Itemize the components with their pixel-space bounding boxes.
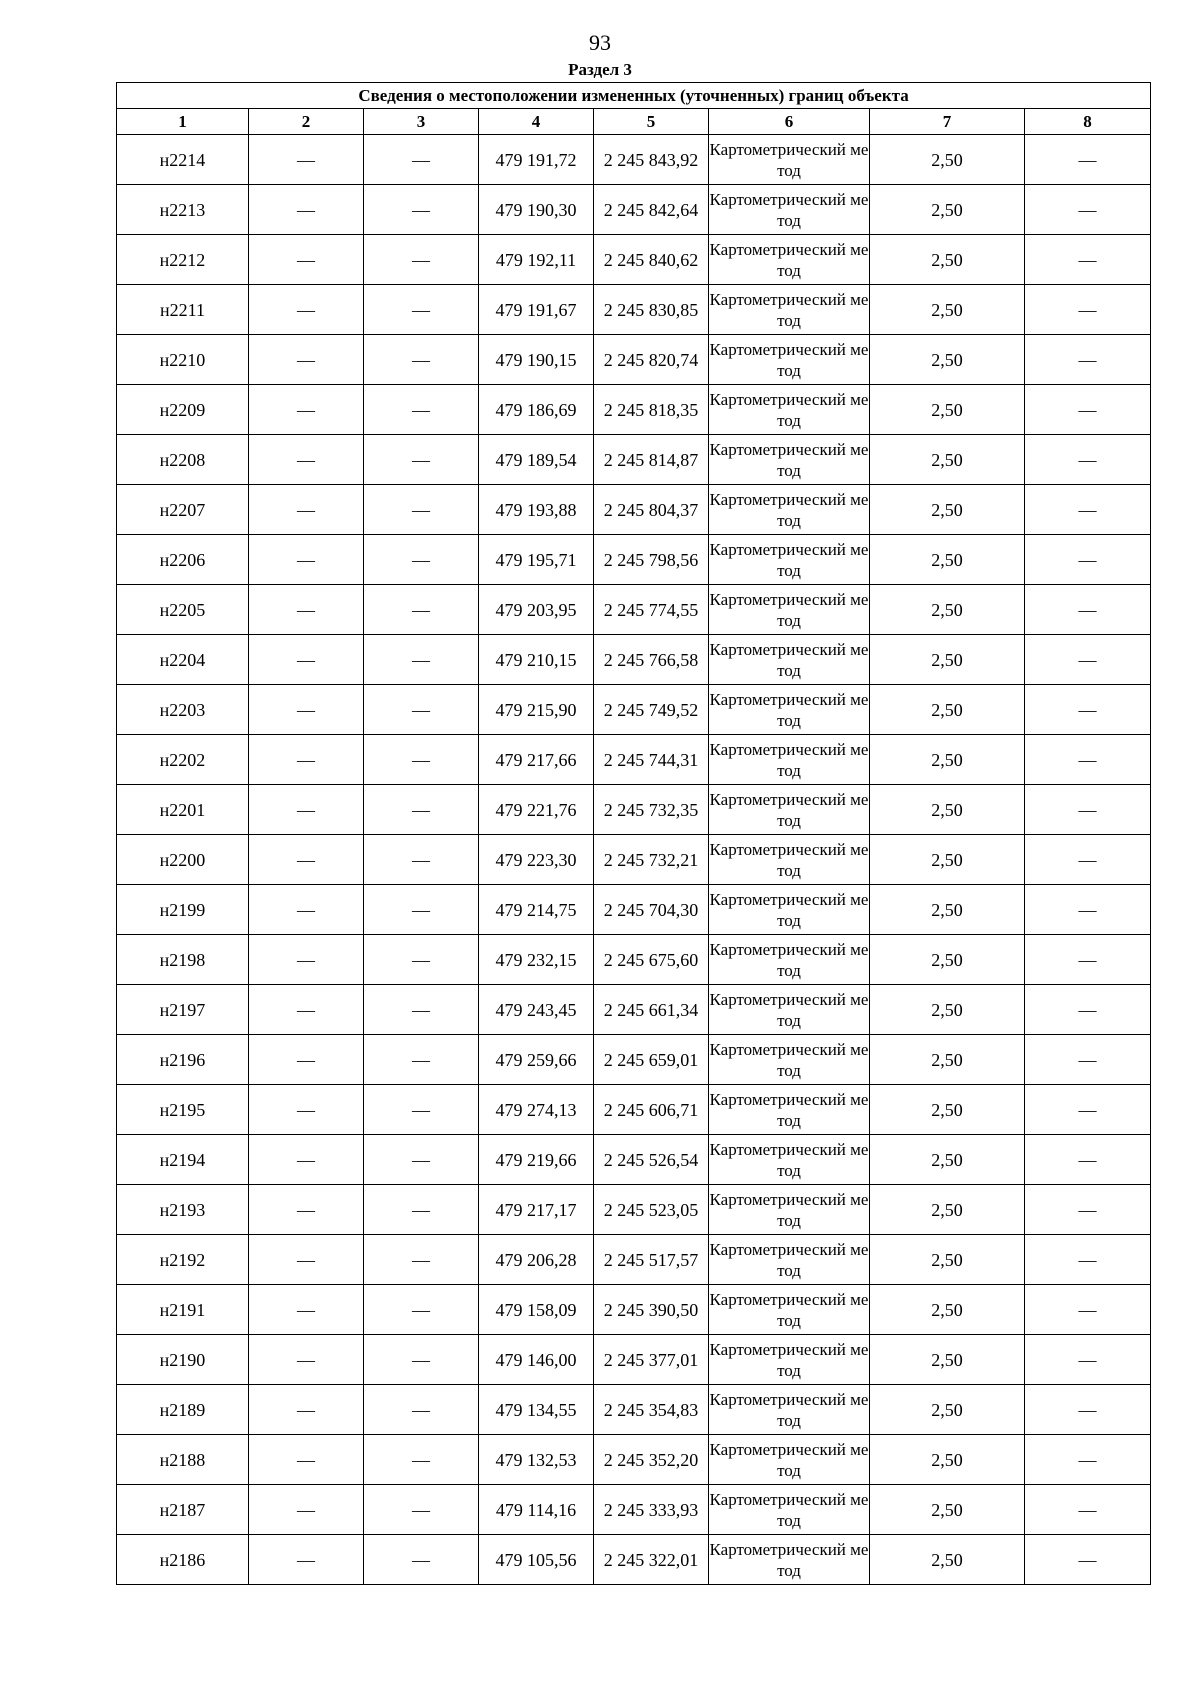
x-coordinate-cell: 479 189,54	[479, 435, 594, 485]
empty-value-cell: —	[1025, 185, 1151, 235]
point-name-cell: н2213	[117, 185, 249, 235]
empty-value-cell: —	[1025, 235, 1151, 285]
table-row	[117, 1235, 1151, 1285]
table-caption: Сведения о местоположении измененных (уточненных) границ объекта	[117, 83, 1151, 109]
empty-value-cell: —	[364, 285, 479, 335]
x-coordinate-cell: 479 191,72	[479, 135, 594, 185]
accuracy-cell: 2,50	[870, 335, 1025, 385]
y-coordinate-cell: 2 245 744,31	[594, 735, 709, 785]
x-coordinate-cell: 479 223,30	[479, 835, 594, 885]
column-number: 1	[117, 109, 249, 135]
empty-value-cell: —	[249, 135, 364, 185]
empty-value-cell: —	[1025, 935, 1151, 985]
x-coordinate-cell: 479 232,15	[479, 935, 594, 985]
point-name-cell: н2212	[117, 235, 249, 285]
empty-value-cell: —	[1025, 1035, 1151, 1085]
section-title: Раздел 3	[568, 60, 632, 79]
empty-value-cell: —	[249, 585, 364, 635]
empty-value-cell: —	[1025, 1185, 1151, 1235]
table-row	[117, 885, 1151, 935]
method-cell: Картометрический метод	[709, 1385, 870, 1435]
table-row	[117, 335, 1151, 385]
accuracy-cell: 2,50	[870, 785, 1025, 835]
empty-value-cell: —	[249, 435, 364, 485]
table-row	[117, 235, 1151, 285]
method-cell: Картометрический метод	[709, 135, 870, 185]
empty-value-cell: —	[1025, 885, 1151, 935]
y-coordinate-cell: 2 245 704,30	[594, 885, 709, 935]
method-cell: Картометрический метод	[709, 735, 870, 785]
y-coordinate-cell: 2 245 675,60	[594, 935, 709, 985]
x-coordinate-cell: 479 195,71	[479, 535, 594, 585]
x-coordinate-cell: 479 190,15	[479, 335, 594, 385]
method-cell: Картометрический метод	[709, 1035, 870, 1085]
column-number: 7	[870, 109, 1025, 135]
table-row	[117, 985, 1151, 1035]
point-name-cell: н2189	[117, 1385, 249, 1435]
y-coordinate-cell: 2 245 798,56	[594, 535, 709, 585]
empty-value-cell: —	[1025, 985, 1151, 1035]
point-name-cell: н2192	[117, 1235, 249, 1285]
method-cell: Картометрический метод	[709, 235, 870, 285]
point-name-cell: н2191	[117, 1285, 249, 1335]
empty-value-cell: —	[1025, 1135, 1151, 1185]
point-name-cell: н2208	[117, 435, 249, 485]
method-cell: Картометрический метод	[709, 585, 870, 635]
point-name-cell: н2186	[117, 1535, 249, 1585]
table-row	[117, 1385, 1151, 1435]
y-coordinate-cell: 2 245 749,52	[594, 685, 709, 735]
table-row	[117, 1485, 1151, 1535]
method-cell: Картометрический метод	[709, 1185, 870, 1235]
accuracy-cell: 2,50	[870, 885, 1025, 935]
table-row	[117, 735, 1151, 785]
table-row	[117, 1335, 1151, 1385]
empty-value-cell: —	[364, 1085, 479, 1135]
column-number: 6	[709, 109, 870, 135]
point-name-cell: н2196	[117, 1035, 249, 1085]
empty-value-cell: —	[1025, 485, 1151, 535]
empty-value-cell: —	[364, 885, 479, 935]
y-coordinate-cell: 2 245 830,85	[594, 285, 709, 335]
y-coordinate-cell: 2 245 814,87	[594, 435, 709, 485]
empty-value-cell: —	[364, 685, 479, 735]
y-coordinate-cell: 2 245 766,58	[594, 635, 709, 685]
accuracy-cell: 2,50	[870, 1085, 1025, 1135]
empty-value-cell: —	[1025, 735, 1151, 785]
table-row	[117, 1135, 1151, 1185]
point-name-cell: н2193	[117, 1185, 249, 1235]
method-cell: Картометрический метод	[709, 1235, 870, 1285]
method-cell: Картометрический метод	[709, 835, 870, 885]
empty-value-cell: —	[249, 885, 364, 935]
x-coordinate-cell: 479 193,88	[479, 485, 594, 535]
x-coordinate-cell: 479 214,75	[479, 885, 594, 935]
accuracy-cell: 2,50	[870, 1035, 1025, 1085]
method-cell: Картометрический метод	[709, 685, 870, 735]
y-coordinate-cell: 2 245 843,92	[594, 135, 709, 185]
x-coordinate-cell: 479 221,76	[479, 785, 594, 835]
table-row	[117, 485, 1151, 535]
method-cell: Картометрический метод	[709, 1285, 870, 1335]
x-coordinate-cell: 479 132,53	[479, 1435, 594, 1485]
y-coordinate-cell: 2 245 523,05	[594, 1185, 709, 1235]
empty-value-cell: —	[249, 985, 364, 1035]
accuracy-cell: 2,50	[870, 1285, 1025, 1335]
accuracy-cell: 2,50	[870, 1185, 1025, 1235]
method-cell: Картометрический метод	[709, 1335, 870, 1385]
x-coordinate-cell: 479 217,66	[479, 735, 594, 785]
x-coordinate-cell: 479 215,90	[479, 685, 594, 735]
x-coordinate-cell: 479 105,56	[479, 1535, 594, 1585]
y-coordinate-cell: 2 245 526,54	[594, 1135, 709, 1185]
empty-value-cell: —	[364, 935, 479, 985]
empty-value-cell: —	[249, 1285, 364, 1335]
table-row	[117, 935, 1151, 985]
method-cell: Картометрический метод	[709, 1135, 870, 1185]
empty-value-cell: —	[364, 1435, 479, 1485]
table-row	[117, 135, 1151, 185]
empty-value-cell: —	[249, 285, 364, 335]
x-coordinate-cell: 479 192,11	[479, 235, 594, 285]
empty-value-cell: —	[249, 785, 364, 835]
accuracy-cell: 2,50	[870, 435, 1025, 485]
point-name-cell: н2214	[117, 135, 249, 185]
x-coordinate-cell: 479 186,69	[479, 385, 594, 435]
empty-value-cell: —	[1025, 1385, 1151, 1435]
empty-value-cell: —	[249, 385, 364, 435]
x-coordinate-cell: 479 134,55	[479, 1385, 594, 1435]
table-row	[117, 1535, 1151, 1585]
empty-value-cell: —	[249, 735, 364, 785]
point-name-cell: н2204	[117, 635, 249, 685]
accuracy-cell: 2,50	[870, 1385, 1025, 1435]
x-coordinate-cell: 479 206,28	[479, 1235, 594, 1285]
x-coordinate-cell: 479 274,13	[479, 1085, 594, 1135]
x-coordinate-cell: 479 243,45	[479, 985, 594, 1035]
column-number: 4	[479, 109, 594, 135]
x-coordinate-cell: 479 259,66	[479, 1035, 594, 1085]
empty-value-cell: —	[1025, 435, 1151, 485]
table-row	[117, 185, 1151, 235]
empty-value-cell: —	[1025, 635, 1151, 685]
point-name-cell: н2203	[117, 685, 249, 735]
empty-value-cell: —	[364, 1235, 479, 1285]
empty-value-cell: —	[249, 185, 364, 235]
empty-value-cell: —	[249, 685, 364, 735]
table-row	[117, 535, 1151, 585]
accuracy-cell: 2,50	[870, 585, 1025, 635]
table-body	[117, 135, 1151, 1585]
y-coordinate-cell: 2 245 804,37	[594, 485, 709, 535]
accuracy-cell: 2,50	[870, 1535, 1025, 1585]
empty-value-cell: —	[249, 235, 364, 285]
empty-value-cell: —	[249, 1335, 364, 1385]
x-coordinate-cell: 479 219,66	[479, 1135, 594, 1185]
method-cell: Картометрический метод	[709, 385, 870, 435]
table-row	[117, 1035, 1151, 1085]
empty-value-cell: —	[1025, 1235, 1151, 1285]
empty-value-cell: —	[364, 1335, 479, 1385]
y-coordinate-cell: 2 245 377,01	[594, 1335, 709, 1385]
table-row	[117, 435, 1151, 485]
empty-value-cell: —	[364, 385, 479, 435]
empty-value-cell: —	[1025, 1085, 1151, 1135]
y-coordinate-cell: 2 245 659,01	[594, 1035, 709, 1085]
boundary-coordinates-table	[116, 82, 1151, 1585]
x-coordinate-cell: 479 158,09	[479, 1285, 594, 1335]
empty-value-cell: —	[364, 735, 479, 785]
accuracy-cell: 2,50	[870, 835, 1025, 885]
point-name-cell: н2199	[117, 885, 249, 935]
empty-value-cell: —	[249, 1235, 364, 1285]
empty-value-cell: —	[1025, 135, 1151, 185]
point-name-cell: н2198	[117, 935, 249, 985]
empty-value-cell: —	[1025, 285, 1151, 335]
column-number: 3	[364, 109, 479, 135]
empty-value-cell: —	[249, 335, 364, 385]
empty-value-cell: —	[249, 535, 364, 585]
empty-value-cell: —	[1025, 785, 1151, 835]
x-coordinate-cell: 479 146,00	[479, 1335, 594, 1385]
accuracy-cell: 2,50	[870, 1135, 1025, 1185]
accuracy-cell: 2,50	[870, 1235, 1025, 1285]
empty-value-cell: —	[364, 785, 479, 835]
empty-value-cell: —	[1025, 535, 1151, 585]
y-coordinate-cell: 2 245 842,64	[594, 185, 709, 235]
method-cell: Картометрический метод	[709, 485, 870, 535]
empty-value-cell: —	[249, 1135, 364, 1185]
accuracy-cell: 2,50	[870, 985, 1025, 1035]
point-name-cell: н2201	[117, 785, 249, 835]
column-number: 8	[1025, 109, 1151, 135]
empty-value-cell: —	[1025, 1435, 1151, 1485]
empty-value-cell: —	[364, 1485, 479, 1535]
empty-value-cell: —	[1025, 1485, 1151, 1535]
y-coordinate-cell: 2 245 818,35	[594, 385, 709, 435]
accuracy-cell: 2,50	[870, 1485, 1025, 1535]
x-coordinate-cell: 479 191,67	[479, 285, 594, 335]
x-coordinate-cell: 479 217,17	[479, 1185, 594, 1235]
table-row	[117, 285, 1151, 335]
accuracy-cell: 2,50	[870, 235, 1025, 285]
method-cell: Картометрический метод	[709, 435, 870, 485]
empty-value-cell: —	[364, 985, 479, 1035]
accuracy-cell: 2,50	[870, 185, 1025, 235]
x-coordinate-cell: 479 210,15	[479, 635, 594, 685]
empty-value-cell: —	[364, 435, 479, 485]
method-cell: Картометрический метод	[709, 335, 870, 385]
empty-value-cell: —	[249, 1485, 364, 1535]
table-row	[117, 685, 1151, 735]
empty-value-cell: —	[1025, 1285, 1151, 1335]
empty-value-cell: —	[364, 185, 479, 235]
point-name-cell: н2211	[117, 285, 249, 335]
x-coordinate-cell: 479 114,16	[479, 1485, 594, 1535]
table-row	[117, 1185, 1151, 1235]
x-coordinate-cell: 479 190,30	[479, 185, 594, 235]
method-cell: Картометрический метод	[709, 1535, 870, 1585]
point-name-cell: н2205	[117, 585, 249, 635]
y-coordinate-cell: 2 245 352,20	[594, 1435, 709, 1485]
method-cell: Картометрический метод	[709, 635, 870, 685]
y-coordinate-cell: 2 245 840,62	[594, 235, 709, 285]
method-cell: Картометрический метод	[709, 935, 870, 985]
method-cell: Картометрический метод	[709, 1485, 870, 1535]
table-row	[117, 385, 1151, 435]
empty-value-cell: —	[364, 1185, 479, 1235]
column-number: 5	[594, 109, 709, 135]
y-coordinate-cell: 2 245 517,57	[594, 1235, 709, 1285]
accuracy-cell: 2,50	[870, 1335, 1025, 1385]
point-name-cell: н2209	[117, 385, 249, 435]
method-cell: Картометрический метод	[709, 1435, 870, 1485]
accuracy-cell: 2,50	[870, 935, 1025, 985]
point-name-cell: н2197	[117, 985, 249, 1035]
table-row	[117, 1285, 1151, 1335]
accuracy-cell: 2,50	[870, 685, 1025, 735]
empty-value-cell: —	[364, 535, 479, 585]
empty-value-cell: —	[364, 1135, 479, 1185]
y-coordinate-cell: 2 245 354,83	[594, 1385, 709, 1435]
empty-value-cell: —	[364, 1385, 479, 1435]
y-coordinate-cell: 2 245 732,21	[594, 835, 709, 885]
method-cell: Картометрический метод	[709, 885, 870, 935]
empty-value-cell: —	[364, 1535, 479, 1585]
empty-value-cell: —	[364, 335, 479, 385]
y-coordinate-cell: 2 245 661,34	[594, 985, 709, 1035]
accuracy-cell: 2,50	[870, 1435, 1025, 1485]
empty-value-cell: —	[249, 1385, 364, 1435]
empty-value-cell: —	[1025, 685, 1151, 735]
empty-value-cell: —	[364, 585, 479, 635]
accuracy-cell: 2,50	[870, 635, 1025, 685]
empty-value-cell: —	[1025, 1335, 1151, 1385]
empty-value-cell: —	[1025, 585, 1151, 635]
method-cell: Картометрический метод	[709, 535, 870, 585]
accuracy-cell: 2,50	[870, 135, 1025, 185]
point-name-cell: н2187	[117, 1485, 249, 1535]
empty-value-cell: —	[364, 1035, 479, 1085]
y-coordinate-cell: 2 245 606,71	[594, 1085, 709, 1135]
empty-value-cell: —	[249, 635, 364, 685]
y-coordinate-cell: 2 245 390,50	[594, 1285, 709, 1335]
method-cell: Картометрический метод	[709, 1085, 870, 1135]
point-name-cell: н2200	[117, 835, 249, 885]
empty-value-cell: —	[1025, 335, 1151, 385]
empty-value-cell: —	[364, 135, 479, 185]
accuracy-cell: 2,50	[870, 385, 1025, 435]
method-cell: Картометрический метод	[709, 185, 870, 235]
page-number: 93	[589, 30, 611, 55]
point-name-cell: н2207	[117, 485, 249, 535]
empty-value-cell: —	[1025, 835, 1151, 885]
point-name-cell: н2202	[117, 735, 249, 785]
accuracy-cell: 2,50	[870, 735, 1025, 785]
empty-value-cell: —	[249, 1035, 364, 1085]
point-name-cell: н2188	[117, 1435, 249, 1485]
point-name-cell: н2195	[117, 1085, 249, 1135]
accuracy-cell: 2,50	[870, 485, 1025, 535]
accuracy-cell: 2,50	[870, 285, 1025, 335]
point-name-cell: н2206	[117, 535, 249, 585]
method-cell: Картометрический метод	[709, 285, 870, 335]
empty-value-cell: —	[249, 1535, 364, 1585]
table-row	[117, 585, 1151, 635]
point-name-cell: н2190	[117, 1335, 249, 1385]
empty-value-cell: —	[249, 1085, 364, 1135]
empty-value-cell: —	[249, 835, 364, 885]
point-name-cell: н2210	[117, 335, 249, 385]
column-number: 2	[249, 109, 364, 135]
table-row	[117, 635, 1151, 685]
y-coordinate-cell: 2 245 774,55	[594, 585, 709, 635]
empty-value-cell: —	[364, 835, 479, 885]
table-row	[117, 785, 1151, 835]
accuracy-cell: 2,50	[870, 535, 1025, 585]
y-coordinate-cell: 2 245 732,35	[594, 785, 709, 835]
empty-value-cell: —	[1025, 1535, 1151, 1585]
table-row	[117, 1085, 1151, 1135]
empty-value-cell: —	[1025, 385, 1151, 435]
empty-value-cell: —	[249, 935, 364, 985]
y-coordinate-cell: 2 245 333,93	[594, 1485, 709, 1535]
empty-value-cell: —	[249, 485, 364, 535]
column-numbers-row	[117, 109, 1151, 135]
table-row	[117, 1435, 1151, 1485]
table-row	[117, 835, 1151, 885]
empty-value-cell: —	[249, 1185, 364, 1235]
empty-value-cell: —	[364, 235, 479, 285]
x-coordinate-cell: 479 203,95	[479, 585, 594, 635]
method-cell: Картометрический метод	[709, 985, 870, 1035]
empty-value-cell: —	[364, 1285, 479, 1335]
point-name-cell: н2194	[117, 1135, 249, 1185]
method-cell: Картометрический метод	[709, 785, 870, 835]
empty-value-cell: —	[364, 485, 479, 535]
empty-value-cell: —	[364, 635, 479, 685]
y-coordinate-cell: 2 245 820,74	[594, 335, 709, 385]
y-coordinate-cell: 2 245 322,01	[594, 1535, 709, 1585]
empty-value-cell: —	[249, 1435, 364, 1485]
